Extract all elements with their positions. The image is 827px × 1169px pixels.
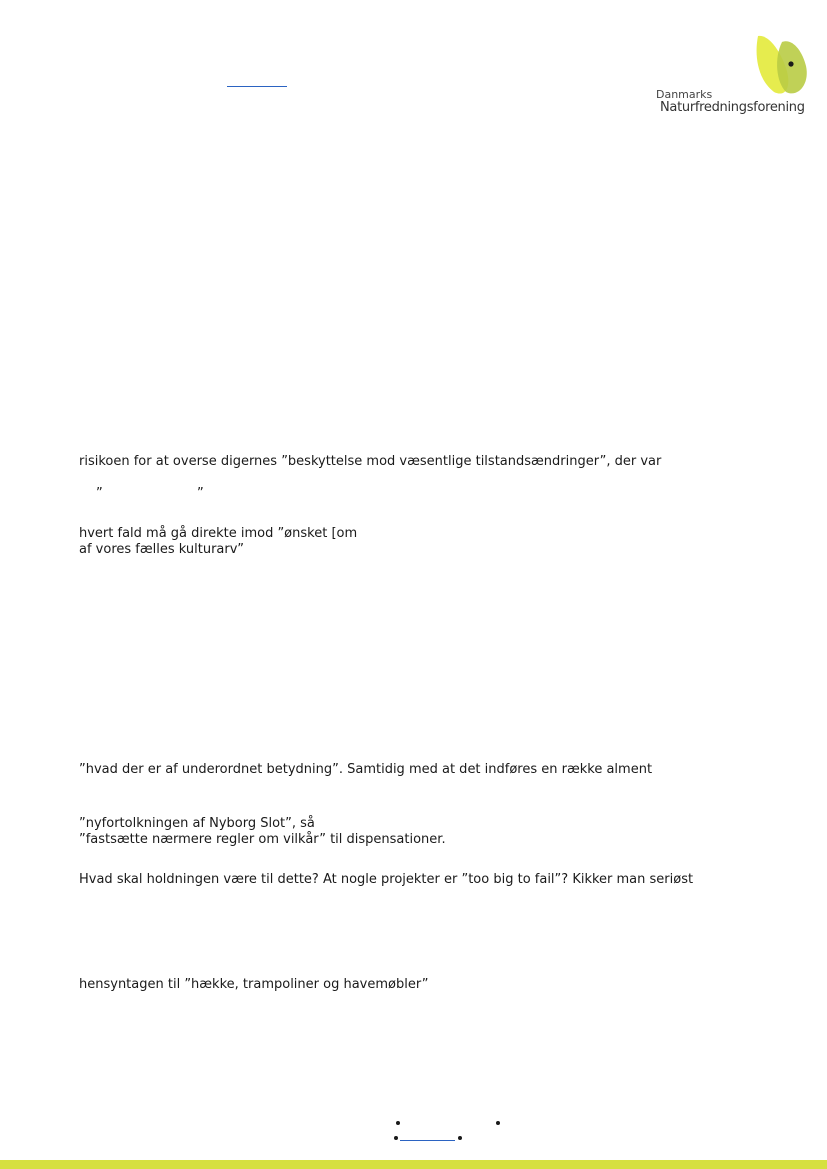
body-quote-open: ” bbox=[96, 486, 103, 501]
footer-link-underline[interactable] bbox=[400, 1140, 455, 1141]
body-line-7: Hvad skal holdningen være til dette? At nogle projekter er ”too big to fail”? Kikker man seriøst bbox=[79, 872, 694, 887]
footer-bullet-4 bbox=[458, 1136, 462, 1140]
body-line-1: risikoen for at overse digernes ”beskyttelse mod væsentlige tilstandsændringer”, der var bbox=[79, 454, 662, 469]
body-line-5: ”nyfortolkningen af Nyborg Slot”, så bbox=[79, 816, 315, 831]
logo-text-line2: Naturfredningsforening bbox=[660, 100, 805, 115]
footer-bullet-3 bbox=[394, 1136, 398, 1140]
logo-text-line1: Danmarks bbox=[656, 88, 713, 101]
footer-bullet-1 bbox=[396, 1121, 400, 1125]
header-link-underline[interactable] bbox=[227, 86, 287, 87]
body-line-8: hensyntagen til ”hække, trampoliner og havemøbler” bbox=[79, 977, 429, 992]
body-line-4: ”hvad der er af underordnet betydning”. Samtidig med at det indføres en række alment bbox=[79, 762, 653, 777]
body-line-6: ”fastsætte nærmere regler om vilkår” til dispensationer. bbox=[79, 832, 446, 847]
footer-bullet-2 bbox=[496, 1121, 500, 1125]
body-line-3: af vores fælles kulturarv” bbox=[79, 542, 244, 557]
body-quote-close: ” bbox=[197, 486, 204, 501]
body-line-2: hvert fald må gå direkte imod ”ønsket [om bbox=[79, 526, 358, 541]
footer-color-bar bbox=[0, 1160, 827, 1169]
butterfly-logo-icon bbox=[752, 28, 810, 100]
logo bbox=[654, 28, 814, 120]
